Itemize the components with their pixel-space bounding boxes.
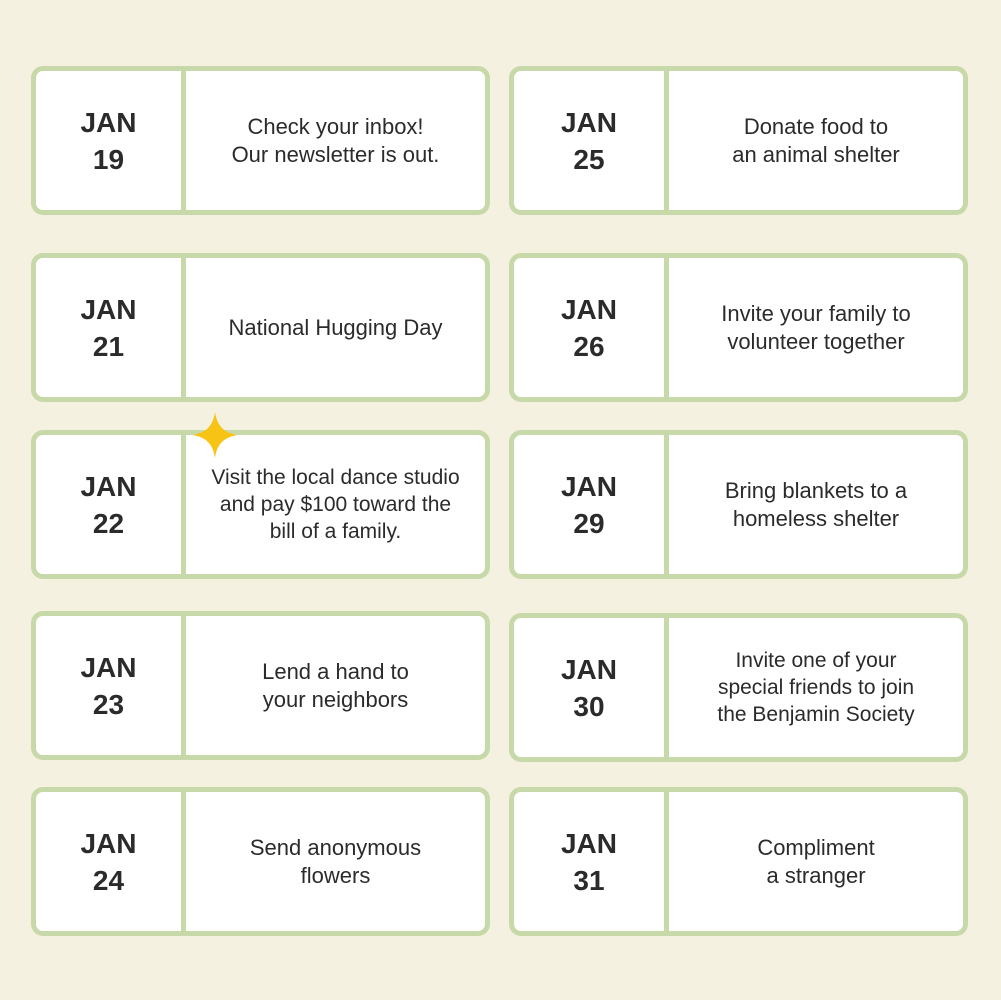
event-day: 24 <box>92 864 125 896</box>
event-day: 22 <box>92 507 125 539</box>
event-card-jan-23 <box>31 611 490 760</box>
event-description: Invite your family to volunteer together <box>721 300 911 354</box>
event-card-jan-19 <box>31 66 490 215</box>
event-card-jan-21 <box>31 253 490 402</box>
event-date <box>36 792 186 931</box>
event-card-jan-29 <box>509 430 968 579</box>
event-date <box>36 71 186 210</box>
event-month: JAN <box>80 827 137 859</box>
event-day: 26 <box>573 330 605 362</box>
event-card-jan-31 <box>509 787 968 936</box>
event-description: Send anonymous flowers <box>249 834 422 888</box>
event-date <box>36 616 186 755</box>
event-description: Check your inbox! Our newsletter is out. <box>231 113 440 167</box>
event-date <box>514 435 669 574</box>
event-date <box>36 258 186 397</box>
event-day: 29 <box>573 507 605 539</box>
event-month: JAN <box>560 827 617 859</box>
event-day: 31 <box>573 864 605 896</box>
event-description: Compliment a stranger <box>757 834 875 888</box>
event-date <box>36 435 186 574</box>
event-card-jan-24 <box>31 787 490 936</box>
event-description: Lend a hand to your neighbors <box>262 658 409 712</box>
event-description: National Hugging Day <box>228 314 443 340</box>
event-day: 30 <box>573 690 605 722</box>
event-day: 21 <box>92 330 125 362</box>
event-description: Visit the local dance studio and pay $100 toward the bill of a family. <box>211 466 460 543</box>
event-day: 25 <box>573 143 605 175</box>
event-month: JAN <box>80 106 137 138</box>
event-date <box>514 71 669 210</box>
event-description: Invite one of your special friends to join the Benjamin Society <box>717 649 915 726</box>
event-card-jan-25 <box>509 66 968 215</box>
event-date <box>514 792 669 931</box>
event-card-jan-26 <box>509 253 968 402</box>
event-description: Donate food to an animal shelter <box>732 113 900 167</box>
event-month: JAN <box>560 106 617 138</box>
event-month: JAN <box>560 653 617 685</box>
event-card-jan-22 <box>31 430 490 579</box>
event-month: JAN <box>80 470 137 502</box>
sparkle-icon <box>191 411 239 459</box>
event-day: 23 <box>92 688 125 720</box>
event-date <box>514 618 669 757</box>
event-month: JAN <box>80 293 137 325</box>
event-month: JAN <box>80 651 137 683</box>
event-month: JAN <box>560 470 617 502</box>
event-description: Bring blankets to a homeless shelter <box>724 477 908 531</box>
event-day: 19 <box>92 143 125 175</box>
event-date <box>514 258 669 397</box>
event-month: JAN <box>560 293 617 325</box>
event-card-jan-30 <box>509 613 968 762</box>
